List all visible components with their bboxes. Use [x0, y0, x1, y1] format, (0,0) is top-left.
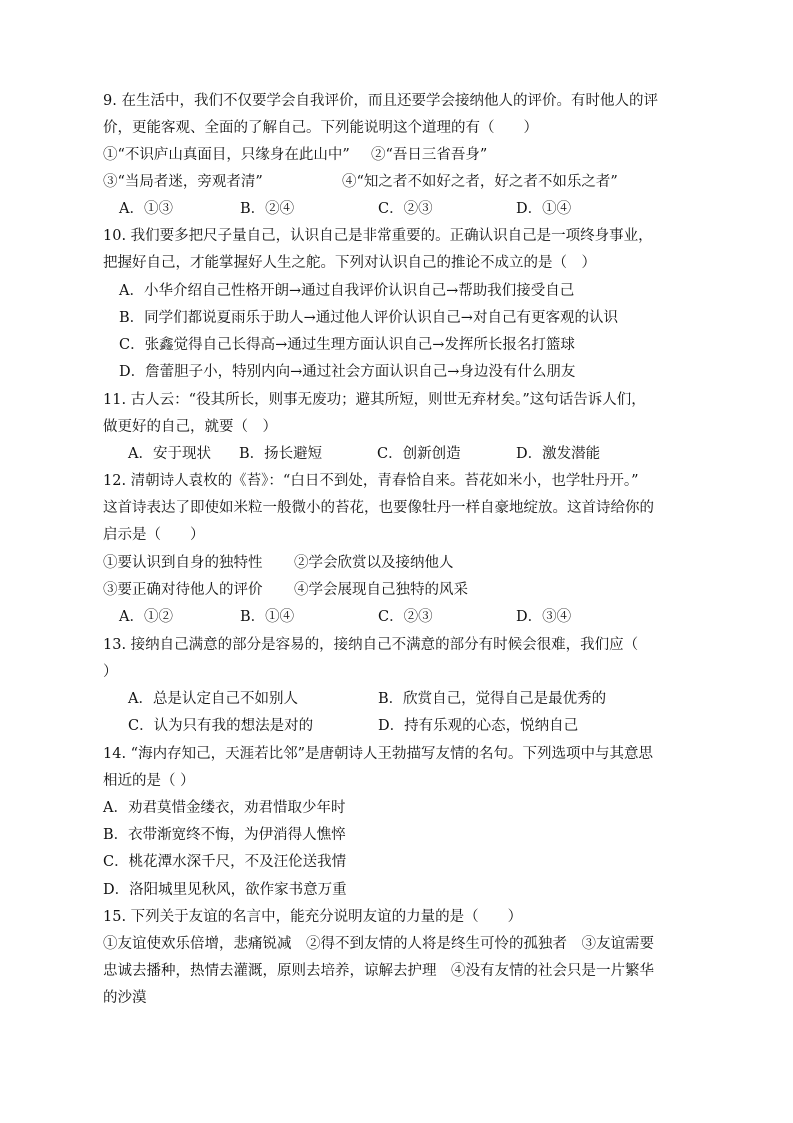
question-13-option-b: B．欣赏自己，觉得自己是最优秀的	[378, 691, 607, 707]
question-9-stem-line-2: 价，更能客观、全面的了解自己。下列能说明这个道理的有（ ）	[103, 120, 538, 136]
question-15-body-line-3: 的沙漠	[103, 990, 147, 1006]
question-9-option-a: A．①③	[119, 201, 173, 217]
question-12-option-b: B．①④	[240, 609, 295, 625]
question-10-option-d: D．詹蕾胆子小，特别内向→通过社会方面认识自己→身边没有什么朋友	[119, 364, 576, 380]
question-14-stem-line-2: 相近的是（ ）	[103, 773, 195, 789]
question-12-stem-line-1: 12. 清朝诗人袁枚的《苔》：“白日不到处，青春恰自来。苔花如米小，也学牡丹开。”	[103, 473, 639, 489]
question-13-option-c: C．认为只有我的想法是对的	[128, 718, 314, 734]
question-9-option-d: D．①④	[516, 201, 572, 217]
question-9-option-c: C．②③	[378, 201, 433, 217]
question-14-option-a: A．劝君莫惜金缕衣，劝君惜取少年时	[103, 800, 346, 816]
question-9-item-4: ④“知之者不如好之者，好之者不如乐之者”	[342, 174, 618, 190]
question-12-item-2: ②学会欣赏以及接纳他人	[294, 555, 454, 571]
question-13-option-d: D．持有乐观的心态，悦纳自己	[378, 718, 579, 734]
question-14-stem-line-1: 14. “海内存知己，天涯若比邻”是唐朝诗人王勃描写友情的名句。下列选项中与其意思	[103, 746, 653, 762]
question-11-option-a: A．安于现状	[128, 446, 211, 462]
question-11-option-b: B．扬长避短	[239, 446, 323, 462]
question-12-stem-line-3: 启示是（ ）	[103, 527, 205, 543]
question-14-option-d: D．洛阳城里见秋风，欲作家书意万重	[103, 882, 347, 898]
question-10-stem-line-1: 10. 我们要多把尺子量自己，认识自己是非常重要的。正确认识自己是一项终身事业，	[103, 228, 653, 244]
question-11-stem-line-1: 11. 古人云：“役其所长，则事无废功；避其所短，则世无弃材矣。”这句话告诉人们，	[103, 392, 646, 408]
question-9-item-2: ②“吾日三省吾身”	[371, 147, 488, 163]
question-9-item-1: ①“不识庐山真面目，只缘身在此山中”	[103, 147, 350, 163]
question-15-stem-line-1: 15. 下列关于友谊的名言中，能充分说明友谊的力量的是（ ）	[103, 909, 523, 925]
question-10-option-a: A．小华介绍自己性格开朗→通过自我评价认识自己→帮助我们接受自己	[119, 283, 575, 299]
question-11-option-d: D．激发潜能	[516, 446, 601, 462]
question-13-stem-line-1: 13. 接纳自己满意的部分是容易的，接纳自己不满意的部分有时候会很难，我们应（	[103, 637, 639, 653]
question-14-option-b: B．衣带渐宽终不悔，为伊消得人憔悴	[103, 827, 346, 843]
question-11-option-c: C．创新创造	[377, 446, 461, 462]
question-9-option-b: B．②④	[240, 201, 295, 217]
question-12-option-d: D．③④	[516, 609, 572, 625]
question-15-body-line-2: 忠诚去播种，热情去灌溉，原则去培养，谅解去护理 ④没有友情的社会只是一片繁华	[103, 963, 654, 979]
question-9-item-3: ③“当局者迷，旁观者清”	[103, 174, 263, 190]
question-10-option-c: C．张鑫觉得自己长得高→通过生理方面认识自己→发挥所长报名打篮球	[119, 337, 575, 353]
question-10-option-b: B．同学们都说夏雨乐于助人→通过他人评价认识自己→对自己有更客观的认识	[119, 310, 618, 326]
question-13-option-a: A．总是认定自己不如别人	[128, 691, 298, 707]
question-9-stem-line-1: 9. 在生活中，我们不仅要学会自我评价，而且还要学会接纳他人的评价。有时他人的评	[103, 93, 658, 109]
question-13-stem-line-2: ）	[103, 664, 118, 680]
question-15-body-line-1: ①友谊使欢乐倍增，悲痛锐减 ②得不到友情的人将是终生可怜的孤独者 ③友谊需要	[103, 936, 654, 952]
question-11-stem-line-2: 做更好的自己，就要（ ）	[103, 419, 277, 435]
question-12-option-a: A．①②	[119, 609, 173, 625]
question-12-option-c: C．②③	[378, 609, 433, 625]
question-14-option-c: C．桃花潭水深千尺，不及汪伦送我情	[103, 854, 347, 870]
question-12-item-4: ④学会展现自己独特的风采	[294, 582, 468, 598]
question-12-stem-line-2: 这首诗表达了即使如米粒一般微小的苔花，也要像牡丹一样自豪地绽放。这首诗给你的	[103, 500, 654, 516]
question-10-stem-line-2: 把握好自己，才能掌握好人生之舵。下列对认识自己的推论不成立的是（ ）	[103, 255, 596, 271]
question-12-item-1: ①要认识到自身的独特性	[103, 555, 263, 571]
question-12-item-3: ③要正确对待他人的评价	[103, 582, 263, 598]
